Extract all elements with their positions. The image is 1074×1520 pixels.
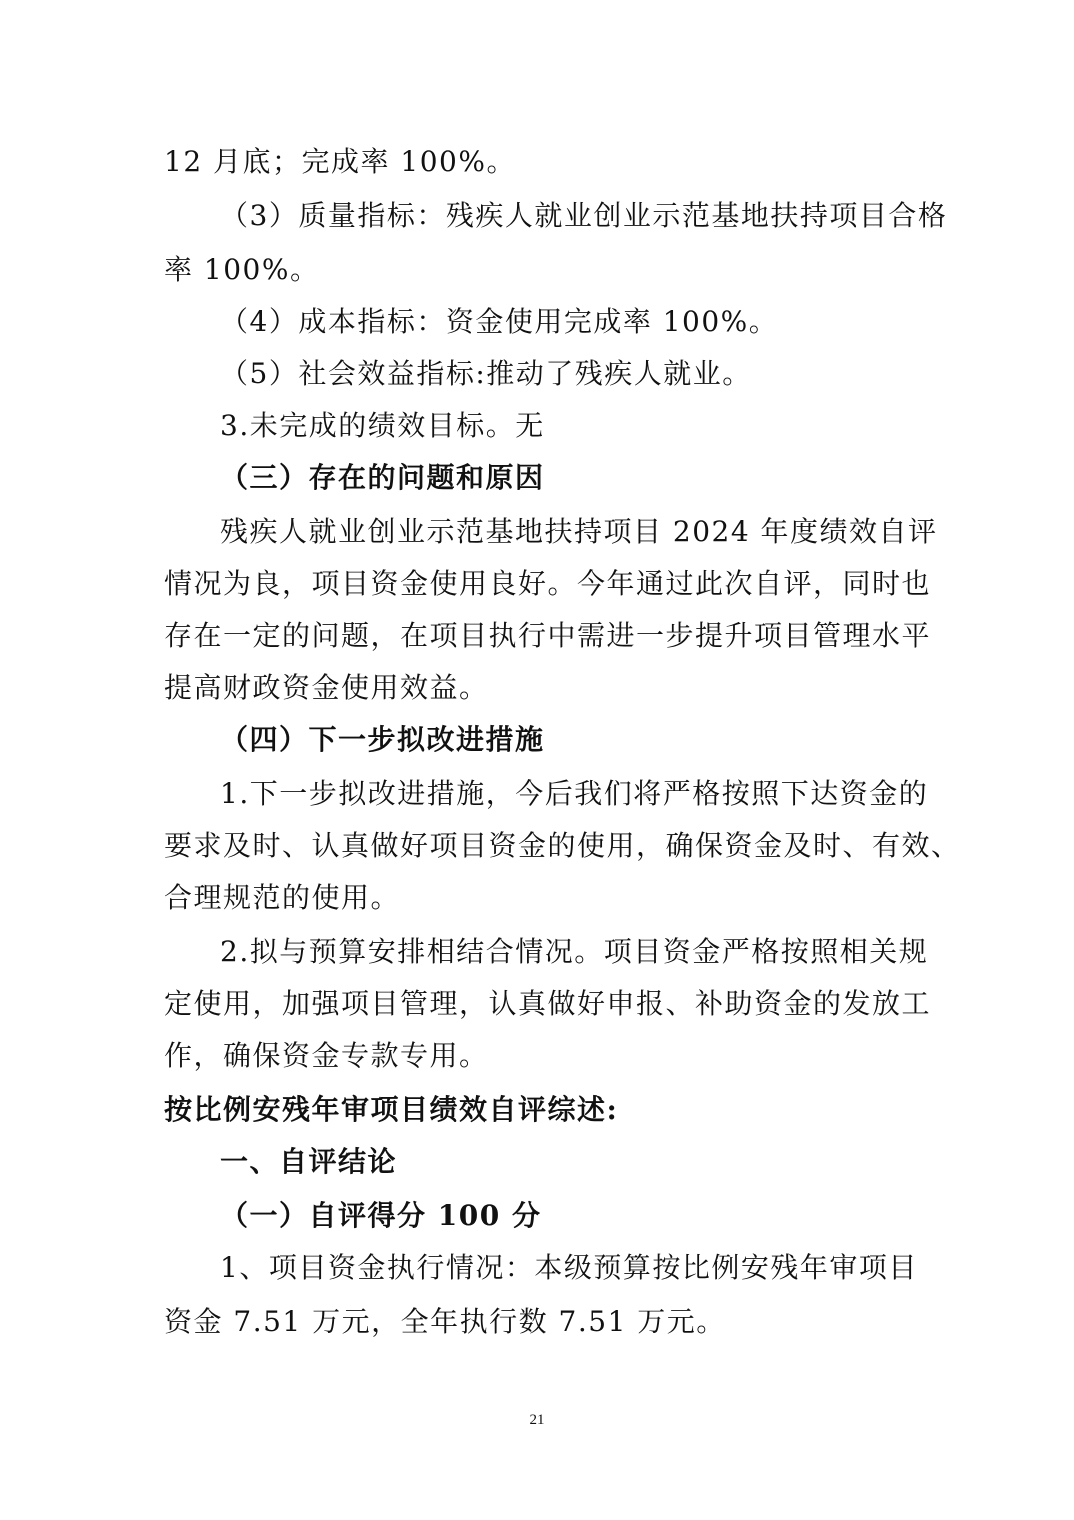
text-line: 合理规范的使用。 <box>164 881 401 914</box>
text-line: 提高财政资金使用效益。 <box>164 671 489 704</box>
section-heading: 一、自评结论 <box>220 1145 398 1178</box>
text-line: 定使用，加强项目管理，认真做好申报、补助资金的发放工 <box>164 987 932 1020</box>
text-line: 作，确保资金专款专用。 <box>164 1039 489 1072</box>
page-number: 21 <box>529 1412 545 1428</box>
text-line: 3.未完成的绩效目标。无 <box>220 409 545 442</box>
text-line: （5）社会效益指标:推动了残疾人就业。 <box>220 357 752 390</box>
text-line: 2.拟与预算安排相结合情况。项目资金严格按照相关规 <box>220 935 929 968</box>
text-line: （4）成本指标：资金使用完成率 100%。 <box>220 305 779 338</box>
text-line: 12 月底；完成率 100%。 <box>164 145 516 178</box>
text-line: 残疾人就业创业示范基地扶持项目 2024 年度绩效自评 <box>220 515 938 548</box>
section-heading: （三）存在的问题和原因 <box>220 461 545 494</box>
text-line: 存在一定的问题，在项目执行中需进一步提升项目管理水平 <box>164 619 932 652</box>
text-line: 率 100%。 <box>164 253 320 286</box>
section-heading: （一）自评得分 100 分 <box>220 1199 542 1232</box>
section-heading: （四）下一步拟改进措施 <box>220 723 545 756</box>
text-line: 1.下一步拟改进措施，今后我们将严格按照下达资金的 <box>220 777 929 810</box>
text-line: 资金 7.51 万元，全年执行数 7.51 万元。 <box>164 1305 726 1338</box>
section-heading: 按比例安残年审项目绩效自评综述: <box>164 1093 619 1126</box>
text-line: （3）质量指标：残疾人就业创业示范基地扶持项目合格 <box>220 199 948 232</box>
text-line: 情况为良，项目资金使用良好。今年通过此次自评，同时也 <box>164 567 932 600</box>
text-line: 要求及时、认真做好项目资金的使用，确保资金及时、有效、 <box>164 829 961 862</box>
text-line: 1、项目资金执行情况：本级预算按比例安残年审项目 <box>220 1251 918 1284</box>
